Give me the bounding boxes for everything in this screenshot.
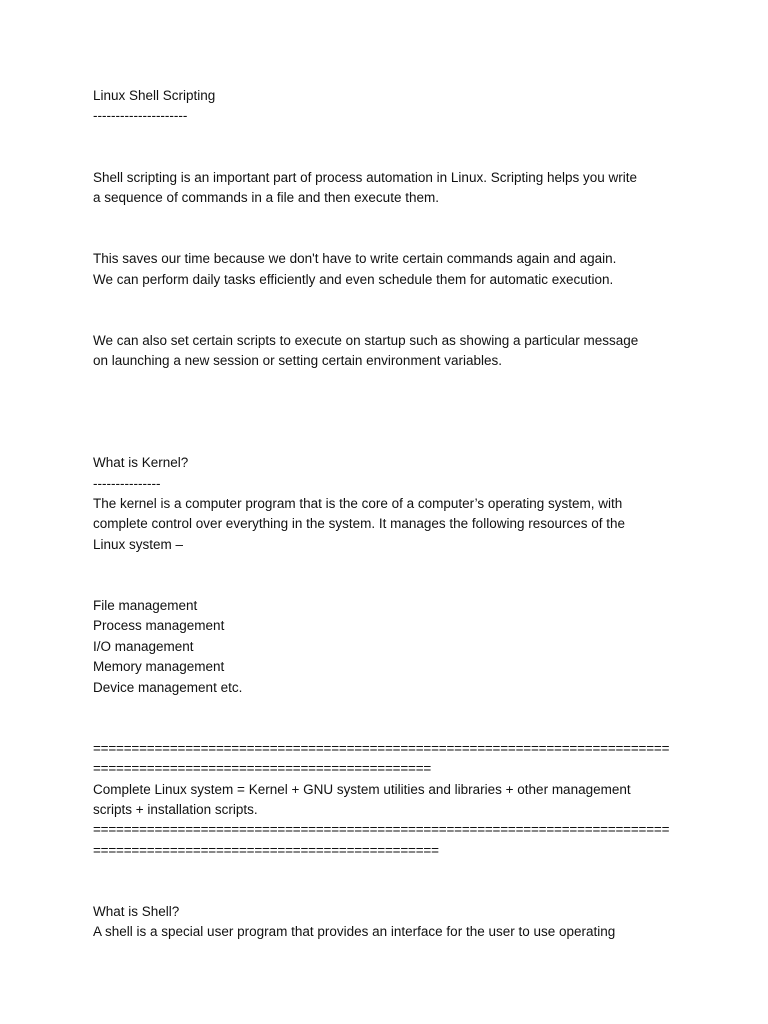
spacer (93, 229, 693, 249)
spacer (93, 433, 693, 453)
kernel-resource-item: I/O management (93, 638, 194, 654)
spacer (93, 576, 693, 596)
spacer (93, 718, 693, 738)
spacer (93, 372, 693, 392)
separator-rule-top-line-1: =========================================================================== (93, 740, 670, 756)
intro-paragraph-2-line-1: This saves our time because we don't have to write certain commands again and again. (93, 251, 617, 267)
document-page (93, 86, 693, 943)
kernel-resource-item: Device management etc. (93, 679, 243, 695)
intro-paragraph-1-line-1: Shell scripting is an important part of process automation in Linux. Scripting helps you write (93, 169, 638, 185)
kernel-description-line-1: The kernel is a computer program that is the core of a computer’s operating system, with (93, 495, 623, 511)
spacer (93, 861, 693, 881)
intro-paragraph-1-line-2: a sequence of commands in a file and then execute them. (93, 190, 439, 205)
separator-rule-bottom-line-1: =========================================================================== (93, 822, 670, 838)
spacer (93, 882, 693, 902)
spacer (93, 147, 693, 167)
spacer (93, 412, 693, 432)
spacer (93, 290, 693, 310)
kernel-resource-item: Process management (93, 618, 225, 634)
linux-system-definition-line-1: Complete Linux system = Kernel + GNU system utilities and libraries + other management (93, 781, 631, 797)
spacer (93, 310, 693, 330)
kernel-description-line-2: complete control over everything in the system. It manages the following resources of the (93, 516, 626, 532)
title-underline: --------------------- (93, 108, 188, 124)
intro-paragraph-3-line-1: We can also set certain scripts to execute on startup such as showing a particular message (93, 332, 639, 348)
separator-rule-bottom-line-2: ============================================= (93, 842, 439, 858)
kernel-resource-item: File management (93, 597, 198, 613)
document-title: Linux Shell Scripting (93, 88, 216, 103)
intro-paragraph-3-line-2: on launching a new session or setting certain environment variables. (93, 353, 502, 369)
kernel-resource-item: Memory management (93, 659, 225, 675)
shell-description-line-1: A shell is a special user program that provides an interface for the user to use operating (93, 924, 616, 940)
separator-rule-top-line-2: ============================================ (93, 761, 432, 777)
kernel-heading: What is Kernel? (93, 455, 189, 471)
spacer (93, 555, 693, 575)
linux-system-definition-line-2: scripts + installation scripts. (93, 802, 258, 817)
spacer (93, 127, 693, 147)
shell-heading: What is Shell? (93, 904, 180, 919)
spacer (93, 698, 693, 718)
spacer (93, 208, 693, 228)
intro-paragraph-2-line-2: We can perform daily tasks efficiently and even schedule them for automatic execution. (93, 271, 614, 287)
spacer (93, 392, 693, 412)
kernel-heading-underline: --------------- (93, 475, 161, 491)
kernel-description-line-3: Linux system – (93, 536, 184, 552)
